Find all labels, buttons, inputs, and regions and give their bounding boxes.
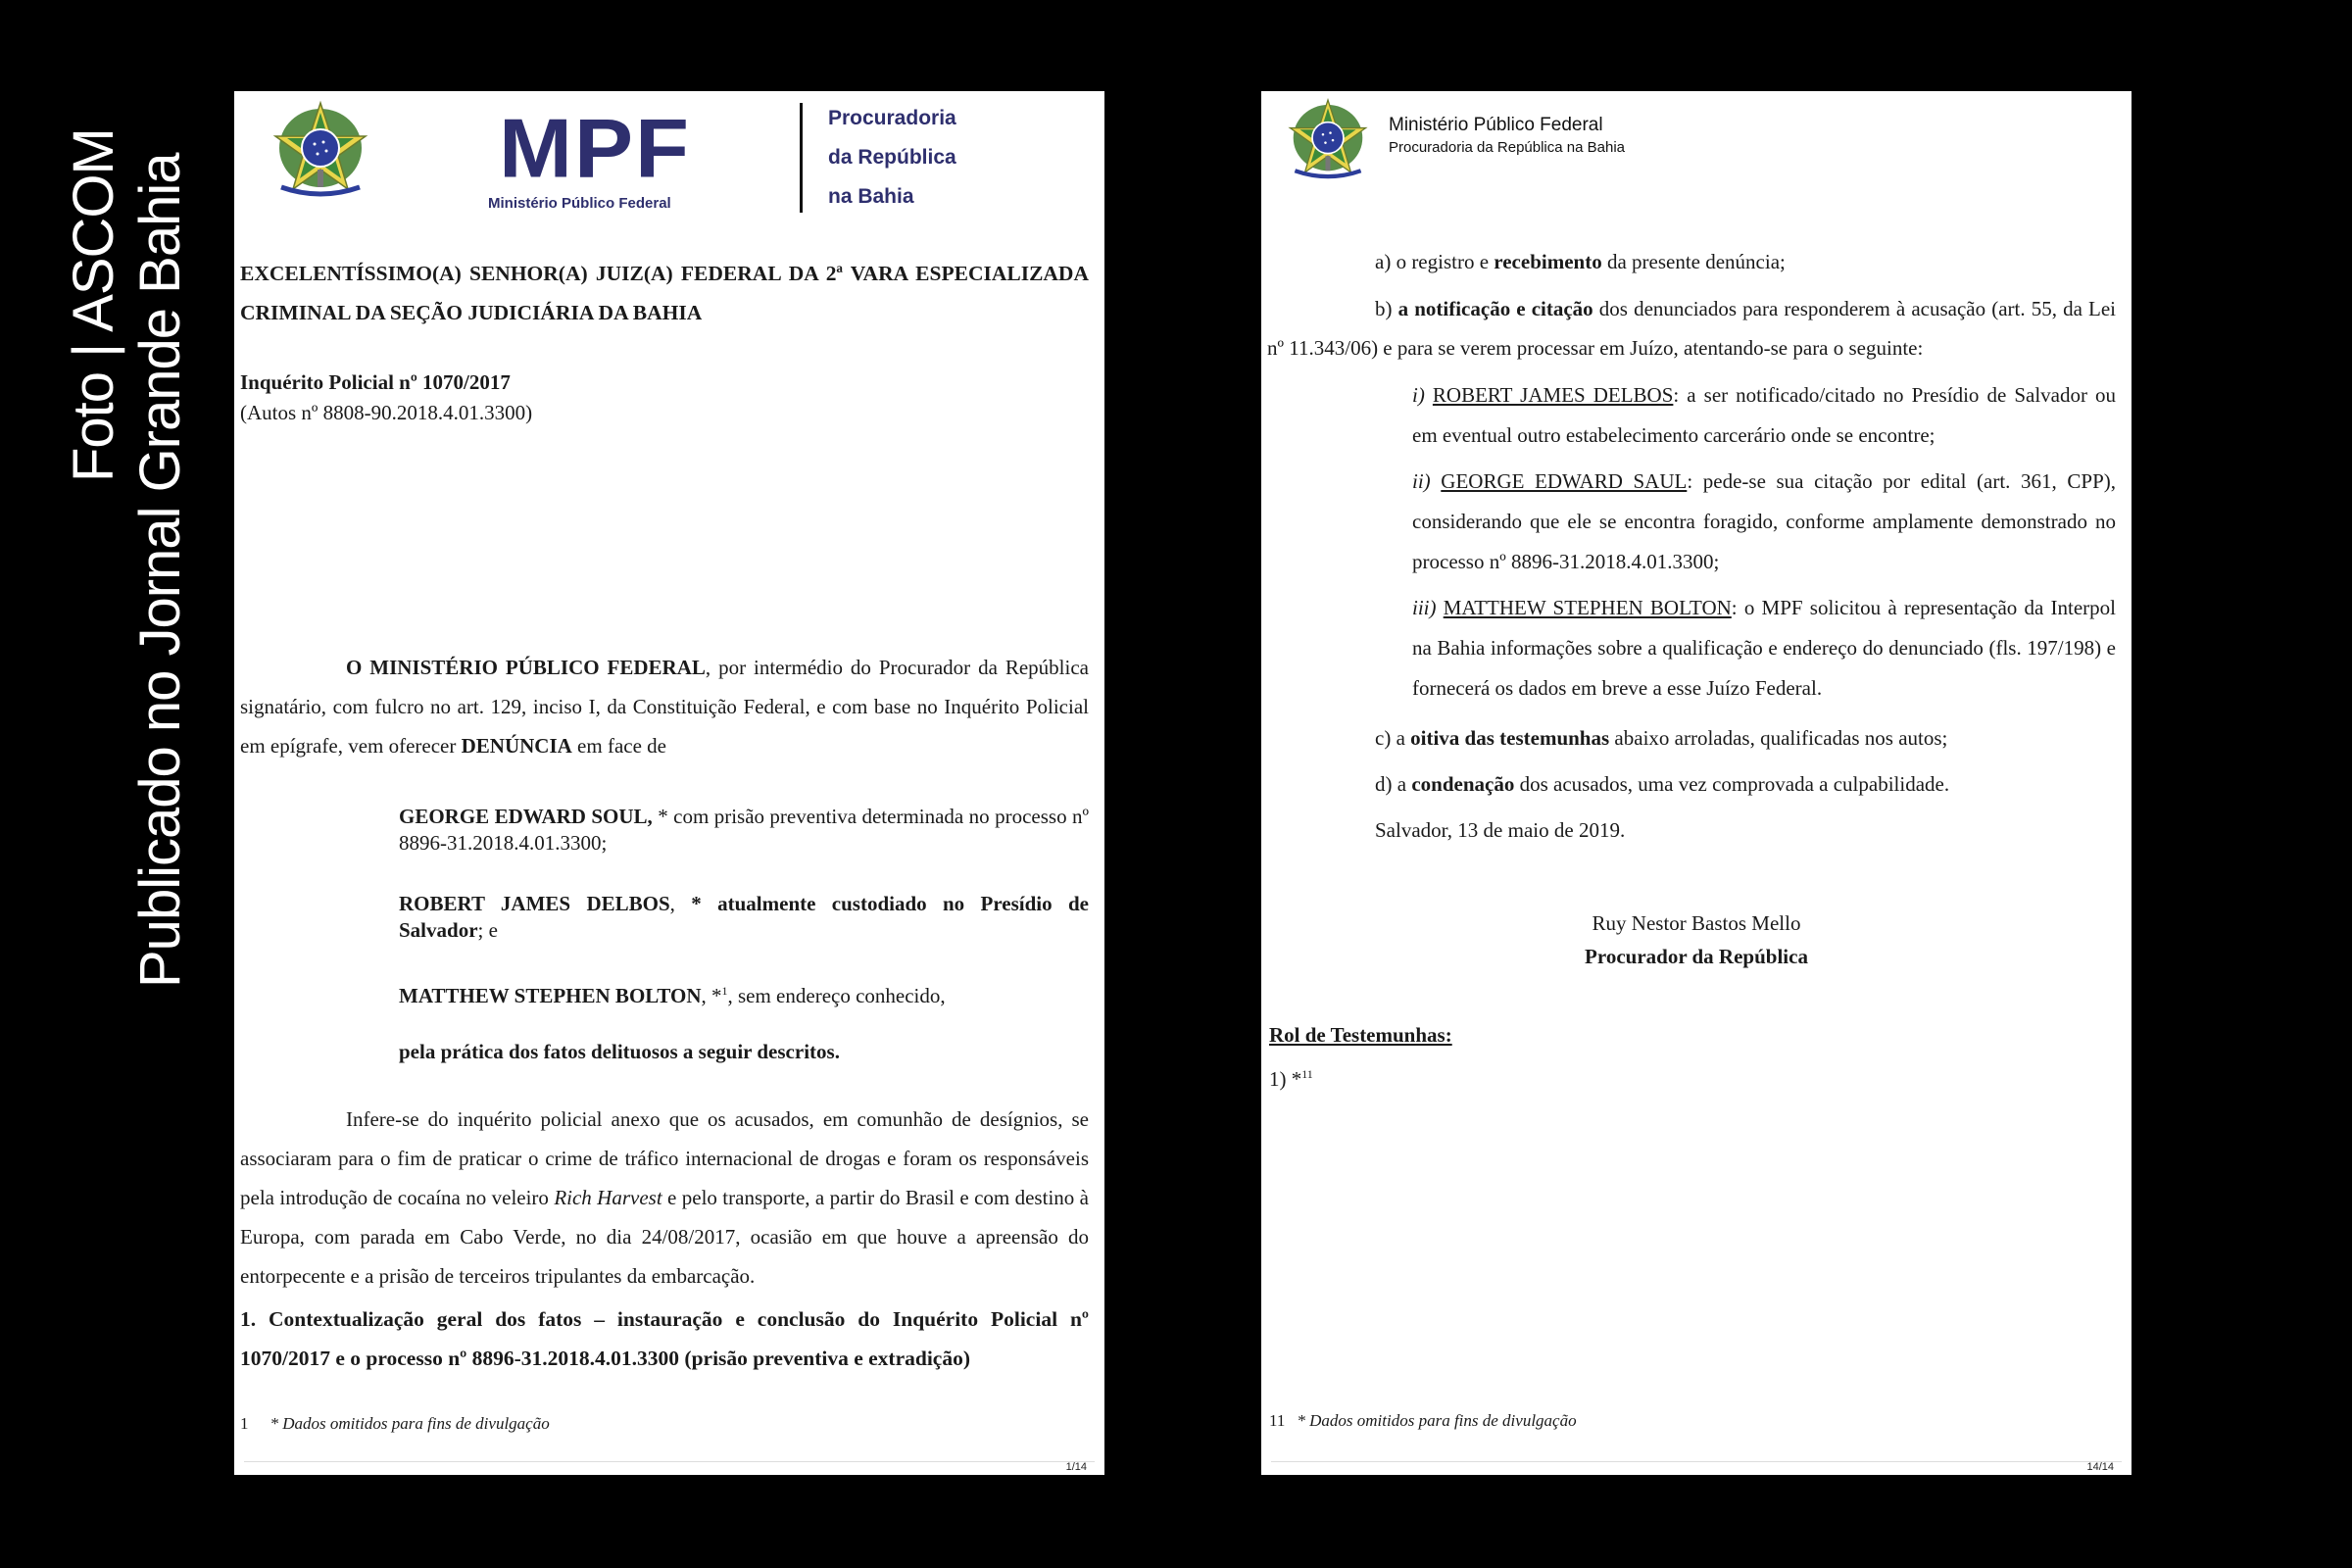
defendant-1: GEORGE EDWARD SOUL, * com prisão preventiva determinada no processo nº 8896-31.2018.4.01.3300; — [399, 805, 1089, 855]
facts-paragraph: Infere-se do inquérito policial anexo que os acusados, em comunhão de desígnios, se associaram para o fim de praticar o crime de tráfico internacional de drogas e foram os responsáveis pela introdução de cocaína no veleiro Rich Harvest e pelo transporte, a partir do Brasil e com destino à Europa, com parada em Cabo Verde, no dia 24/08/2017, ocasião em que houve a apreensão do entorpecente e a prisão de terceiros tripulantes da embarcação. — [240, 1107, 1089, 1288]
section-heading: 1. Contextualização geral dos fatos – instauração e conclusão do Inquérito Policial nº 1070/2017 e o processo nº 8896-31.2018.4.01.3300 (prisão preventiva e extradição) — [240, 1307, 1089, 1370]
document-page-1 — [234, 91, 1104, 1475]
request-a: a) o registro e recebimento da presente denúncia; — [1375, 250, 1786, 273]
footnote-ref: 11 — [1301, 1067, 1313, 1081]
request-b-iii: iii) MATTHEW STEPHEN BOLTON: o MPF solicitou à representação da Interpol na Bahia informações sobre a qualificação e endereço do denunciado (fls. 197/198) e fornecerá os dados em breve a esse Juízo Federal. — [1412, 596, 2117, 700]
court-address: EXCELENTÍSSIMO(A) SENHOR(A) JUIZ(A) FEDERAL DA 2ª VARA ESPECIALIZADA CRIMINAL DA SEÇÃO JUDICIÁRIA DA BAHIA — [240, 262, 1089, 324]
unit-line-2: da República — [828, 146, 956, 169]
footnote: 11 * Dados omitidos para fins de divulgação — [1269, 1411, 1577, 1430]
publication-credit: Publicado no Jornal Grande Bahia — [128, 153, 192, 988]
unit-line-3: na Bahia — [828, 185, 914, 208]
intro-paragraph: O MINISTÉRIO PÚBLICO FEDERAL, por intermédio do Procurador da República signatário, com fulcro no art. 129, inciso I, da Constituição Federal, e com base no Inquérito Policial em epígrafe, vem oferecer DENÚNCIA em face de — [240, 656, 1089, 758]
mpf-logo: MPF — [499, 102, 691, 196]
request-b-i: i) ROBERT JAMES DELBOS: a ser notificado/citado no Presídio de Salvador ou em eventual outro estabelecimento carcerário onde se encontre; — [1412, 383, 2117, 447]
header-divider — [800, 103, 803, 213]
request-d: d) a condenação dos acusados, uma vez comprovada a culpabilidade. — [1375, 772, 1950, 796]
witness-list-heading: Rol de Testemunhas: — [1269, 1023, 1452, 1047]
header-title: Ministério Público Federal — [1389, 115, 1603, 135]
footer-rule — [1271, 1461, 2122, 1462]
page-number: 14/14 — [2086, 1461, 2114, 1473]
header-subtitle: Procuradoria da República na Bahia — [1389, 139, 1625, 156]
closing-statement: pela prática dos fatos delituosos a seguir descritos. — [399, 1040, 840, 1063]
footnote: 1 * Dados omitidos para fins de divulgação — [240, 1414, 550, 1433]
page-number: 1/14 — [1065, 1461, 1087, 1473]
defendant-3: MATTHEW STEPHEN BOLTON, *$^1$, sem endereço conhecido, — [399, 984, 946, 1007]
request-b: b) a notificação e citação dos denunciados para responderem à acusação (art. 55, da Lei nº 11.343/06) e para se verem processar em Juízo, atentando-se para o seguinte: — [1267, 297, 2116, 360]
mpf-logo-subtitle: Ministério Público Federal — [488, 195, 671, 212]
inquiry-number: Inquérito Policial nº 1070/2017 — [240, 370, 511, 394]
signer-name: Ruy Nestor Bastos Mello — [1592, 911, 1801, 935]
footnote-ref: 1 — [721, 984, 728, 998]
request-c: c) a oitiva das testemunhas abaixo arroladas, qualificadas nos autos; — [1375, 726, 1948, 750]
unit-line-1: Procuradoria — [828, 107, 956, 129]
place-date: Salvador, 13 de maio de 2019. — [1375, 818, 1626, 842]
defendant-2: ROBERT JAMES DELBOS, * atualmente custodiado no Presídio de Salvador; e — [399, 892, 1089, 942]
photo-credit-caption — [0, 0, 225, 1568]
brazil-coat-of-arms-icon — [271, 99, 369, 205]
brazil-coat-of-arms-icon — [1287, 95, 1369, 187]
request-b-ii: ii) GEORGE EDWARD SAUL: pede-se sua citação por edital (art. 361, CPP), considerando que ele se encontra foragido, conforme amplamente demonstrado no processo nº 8896-31.2018.4.01.3300; — [1412, 469, 2116, 573]
witness-item-1: 1) *$^{11}$ — [1269, 1067, 1313, 1091]
document-page-14 — [1261, 91, 2132, 1475]
photo-credit: Foto | ASCOM — [62, 128, 125, 482]
footer-rule — [244, 1461, 1095, 1462]
autos-number: (Autos nº 8808-90.2018.4.01.3300) — [240, 401, 533, 424]
signer-title: Procurador da República — [1585, 945, 1808, 968]
